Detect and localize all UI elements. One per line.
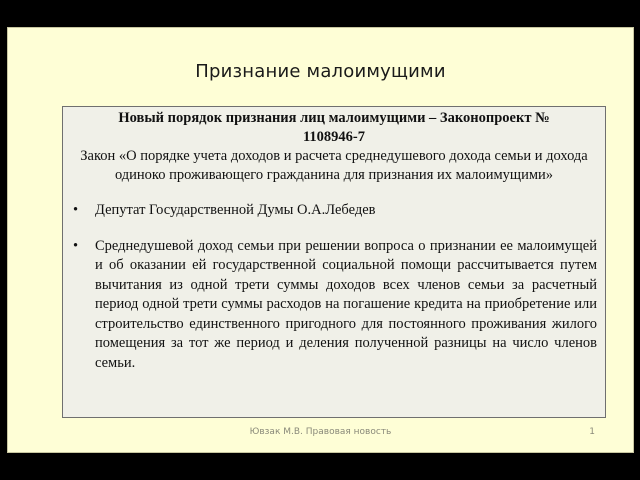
bullet-icon: • — [73, 237, 79, 254]
slide-page-number: 1 — [589, 427, 595, 437]
presentation-slide — [7, 27, 634, 453]
law-title: Закон «О порядке учета доходов и расчета среднедушевого дохода семьи и дохода одиноко проживающего гражданина для признания их малоимущими» — [80, 148, 588, 183]
slide-title: Признание малоимущими — [195, 61, 446, 82]
footer-author: Ювзак М.В. Правовая новость — [249, 427, 392, 437]
list-item-deputy — [71, 201, 597, 221]
list-item-income-rule — [71, 237, 597, 374]
bill-number: 1108946-7 — [302, 129, 366, 145]
bill-heading — [71, 109, 597, 147]
bullet-icon: • — [73, 202, 79, 218]
list-item-text: Депутат Государственной Думы О.А.Лебедев — [95, 202, 376, 218]
list-item-text: Среднедушевой доход семьи при решении вопроса о признании ее малоимущей и об оказании ей государственной социальной помощи рассчитывается путем вычитания из одной трети суммы доходов всех членов семьи за расчетный период одной трети суммы расходов на погашение кредита на приобретение или строительство единственного пригодного для постоянного проживания жилого помещения за тот же период и деления полученной разницы на число членов семьи. — [95, 237, 597, 371]
bill-heading-line1: Новый порядок признания лиц малоимущими – Законопроект № — [118, 110, 550, 126]
content-box — [62, 106, 606, 418]
